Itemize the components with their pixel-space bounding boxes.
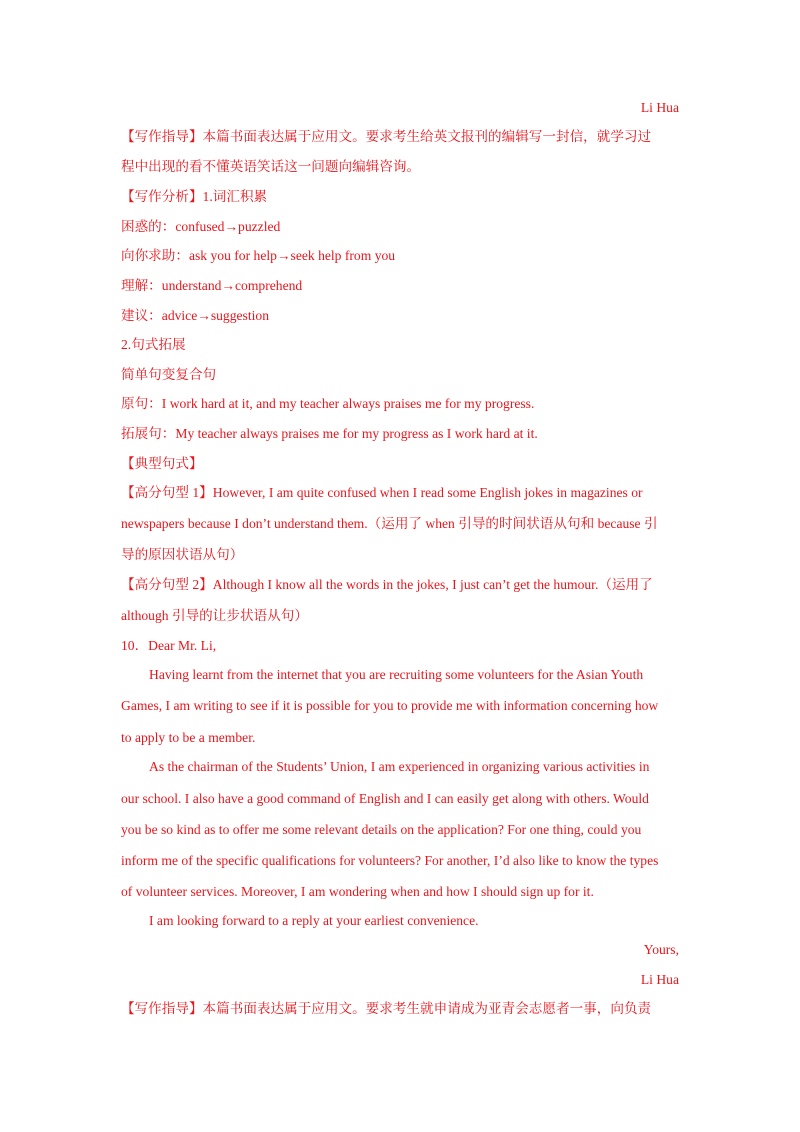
high-score-sentence-2-cont: although 引导的让步状语从句）: [121, 608, 308, 623]
original-sentence: 原句：I work hard at it, and my teacher always praises me for my progress.: [121, 396, 535, 411]
high-score-sentence-1: 【高分句型 1】However, I am quite confused when I read some English jokes in magazines or: [121, 485, 643, 500]
high-score-sentence-2: 【高分句型 2】Although I know all the words in the jokes, I just can’t get the humour.（运用了: [121, 577, 653, 592]
letter-paragraph-2-cont: our school. I also have a good command of English and I can easily get along with others. Would: [121, 791, 649, 806]
high-score-sentence-1-cont: 导的原因状语从句）: [121, 547, 244, 562]
writing-guide-heading-2: 【写作指导】本篇书面表达属于应用文。要求考生就申请成为亚青会志愿者一事，向负责: [121, 1001, 652, 1016]
sentence-expansion-subheading: 简单句变复合句: [121, 367, 217, 382]
letter-paragraph-3: I am looking forward to a reply at your earliest convenience.: [149, 913, 479, 928]
letter-paragraph-2-cont: you be so kind as to offer me some relevant details on the application? For one thing, could you: [121, 822, 642, 837]
letter-paragraph-2-cont: inform me of the specific qualifications for volunteers? For another, I’d also like to know the types: [121, 853, 659, 868]
letter-salutation: 10．Dear Mr. Li,: [121, 638, 217, 653]
letter-paragraph-1-cont: Games, I am writing to see if it is possible for you to provide me with information concerning how: [121, 698, 659, 713]
signature-name: Li Hua: [640, 100, 679, 115]
letter-closing: Yours,: [643, 942, 679, 957]
letter-paragraph-2-cont: of volunteer services. Moreover, I am wondering when and how I should sign up for it.: [121, 884, 594, 899]
vocab-line: 建议：advice→suggestion: [121, 308, 269, 323]
writing-guide-heading: 【写作指导】本篇书面表达属于应用文。要求考生给英文报刊的编辑写一封信，就学习过: [121, 129, 652, 144]
vocab-line: 理解：understand→comprehend: [121, 278, 303, 293]
high-score-sentence-1-cont: newspapers because I don’t understand them.（运用了 when 引导的时间状语从句和 because 引: [121, 516, 658, 531]
letter-paragraph-2: As the chairman of the Students’ Union, I am experienced in organizing various activities in: [149, 759, 650, 774]
sentence-expansion-heading: 2.句式拓展: [121, 337, 186, 352]
vocab-line: 困惑的：confused→puzzled: [121, 219, 281, 234]
typical-sentences-heading: 【典型句式】: [121, 456, 203, 471]
letter-paragraph-1-cont: to apply to be a member.: [121, 730, 256, 745]
letter-signature: Li Hua: [640, 972, 679, 987]
vocab-line: 向你求助：ask you for help→seek help from you: [121, 248, 396, 263]
letter-paragraph-1: Having learnt from the internet that you are recruiting some volunteers for the Asian Youth: [149, 667, 644, 682]
expanded-sentence: 拓展句：My teacher always praises me for my progress as I work hard at it.: [121, 426, 538, 441]
writing-analysis-heading: 【写作分析】1.词汇积累: [121, 189, 268, 204]
writing-guide-text: 程中出现的看不懂英语笑话这一问题向编辑咨询。: [121, 159, 421, 174]
